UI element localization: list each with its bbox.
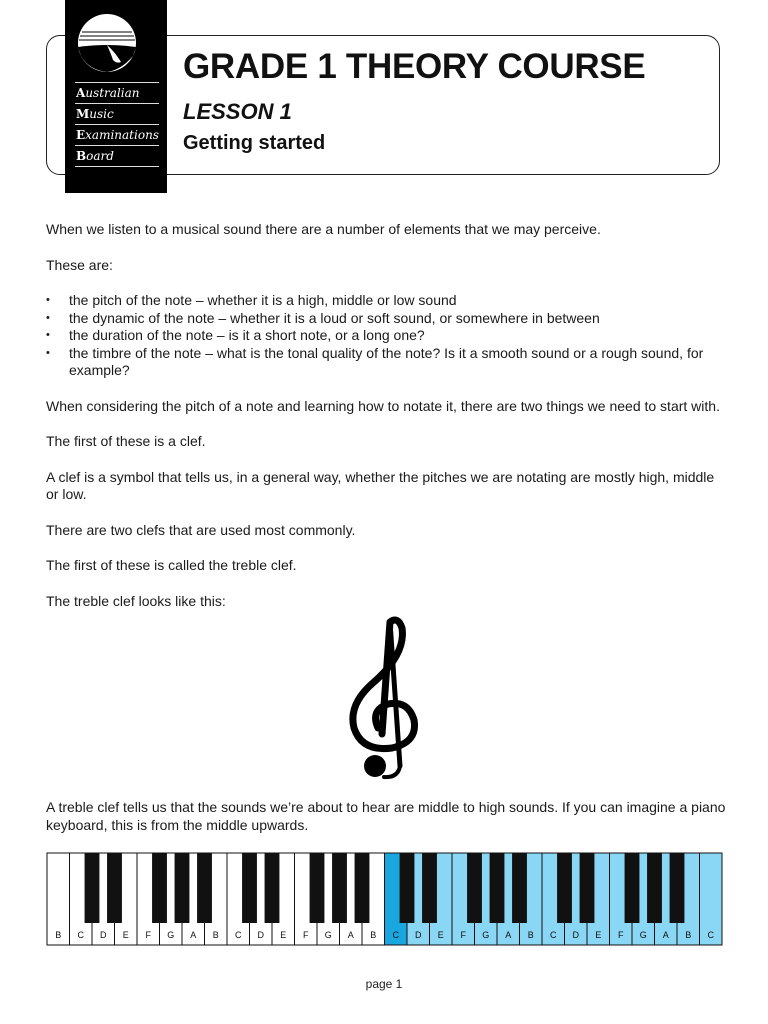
black-key [512,853,527,923]
lesson-subtitle: Getting started [183,132,326,154]
key-label: E [280,930,287,940]
key-label: E [122,930,129,940]
black-key [175,853,190,923]
black-key [580,853,595,923]
lesson-content [46,221,726,628]
organization-word: Board [76,149,114,163]
key-label: B [55,930,62,940]
course-title: GRADE 1 THEORY COURSE [183,47,646,86]
black-key [670,853,685,923]
key-label: C [235,930,242,940]
list-item: • the duration of the note – is it a short note, or a long one? [46,327,726,345]
black-key [197,853,212,923]
black-key [490,853,505,923]
paragraph: The first of these is called the treble clef. [46,557,297,573]
ameb-emblem-icon [75,12,139,74]
black-key [85,853,100,923]
black-key [467,853,482,923]
key-label: C [707,930,714,940]
list-item: • the dynamic of the note – whether it is a loud or soft sound, or somewhere in between [46,310,726,328]
ameb-logo [65,0,167,193]
black-key [332,853,347,923]
organization-word: Australian [76,86,140,100]
black-key [647,853,662,923]
paragraph: When we listen to a musical sound there are a number of elements that we may perceive. [46,221,601,237]
black-key [152,853,167,923]
key-label: B [685,930,692,940]
key-label: G [482,930,490,940]
key-label: G [639,930,647,940]
key-label: F [145,930,151,940]
black-key [422,853,437,923]
black-key [107,853,122,923]
elements-list [46,292,726,380]
paragraph: A clef is a symbol that tells us, in a general way, whether the pitches we are notating are mostly high, middle or low. [46,468,715,502]
black-key [355,853,370,923]
key-label: F [303,930,309,940]
paragraph: The treble clef looks like this: [46,592,226,609]
paragraph: The first of these is a clef. [46,433,206,449]
key-label: C [392,930,399,940]
key-label: D [415,930,422,940]
treble-clef-icon [338,616,428,781]
organization-name [75,82,159,167]
lesson-label: LESSON 1 [183,99,292,124]
black-key [625,853,640,923]
key-label: D [257,930,264,940]
paragraph: A treble clef tells us that the sounds we’re about to hear are middle to high sounds. If you can imagine a piano keyboard, this is from the middle upwards. [46,799,726,833]
key-label: C [77,930,84,940]
organization-word: Music [76,107,114,121]
key-label: A [347,930,354,940]
black-key [557,853,572,923]
black-key [265,853,280,923]
key-label: G [167,930,175,940]
paragraph: There are two clefs that are used most commonly. [46,521,356,538]
key-label: B [212,930,219,940]
key-label: E [595,930,602,940]
organization-word: Examinations [76,128,159,142]
lesson-content-continued [46,799,726,834]
black-key [310,853,325,923]
black-key [400,853,415,923]
page-number: page 1 [365,977,403,991]
key-label: B [370,930,377,940]
list-item: • the pitch of the note – whether it is a high, middle or low sound [46,292,726,310]
key-label: F [460,930,466,940]
key-label: A [662,930,669,940]
list-item: • the timbre of the note – what is the tonal quality of the note? Is it a smooth sound or a rough sound, for example? [46,345,726,380]
paragraph: When considering the pitch of a note and learning how to notate it, there are two things we need to start with. [46,397,720,414]
key-label: D [572,930,579,940]
key-label: C [550,930,557,940]
paragraph: These are: [46,256,113,273]
black-key [242,853,257,923]
key-label: D [100,930,107,940]
key-label: A [190,930,197,940]
key-label: F [618,930,624,940]
key-label: A [505,930,512,940]
piano-keyboard [46,852,723,947]
key-label: B [527,930,534,940]
key-label: G [324,930,332,940]
key-label: E [437,930,444,940]
